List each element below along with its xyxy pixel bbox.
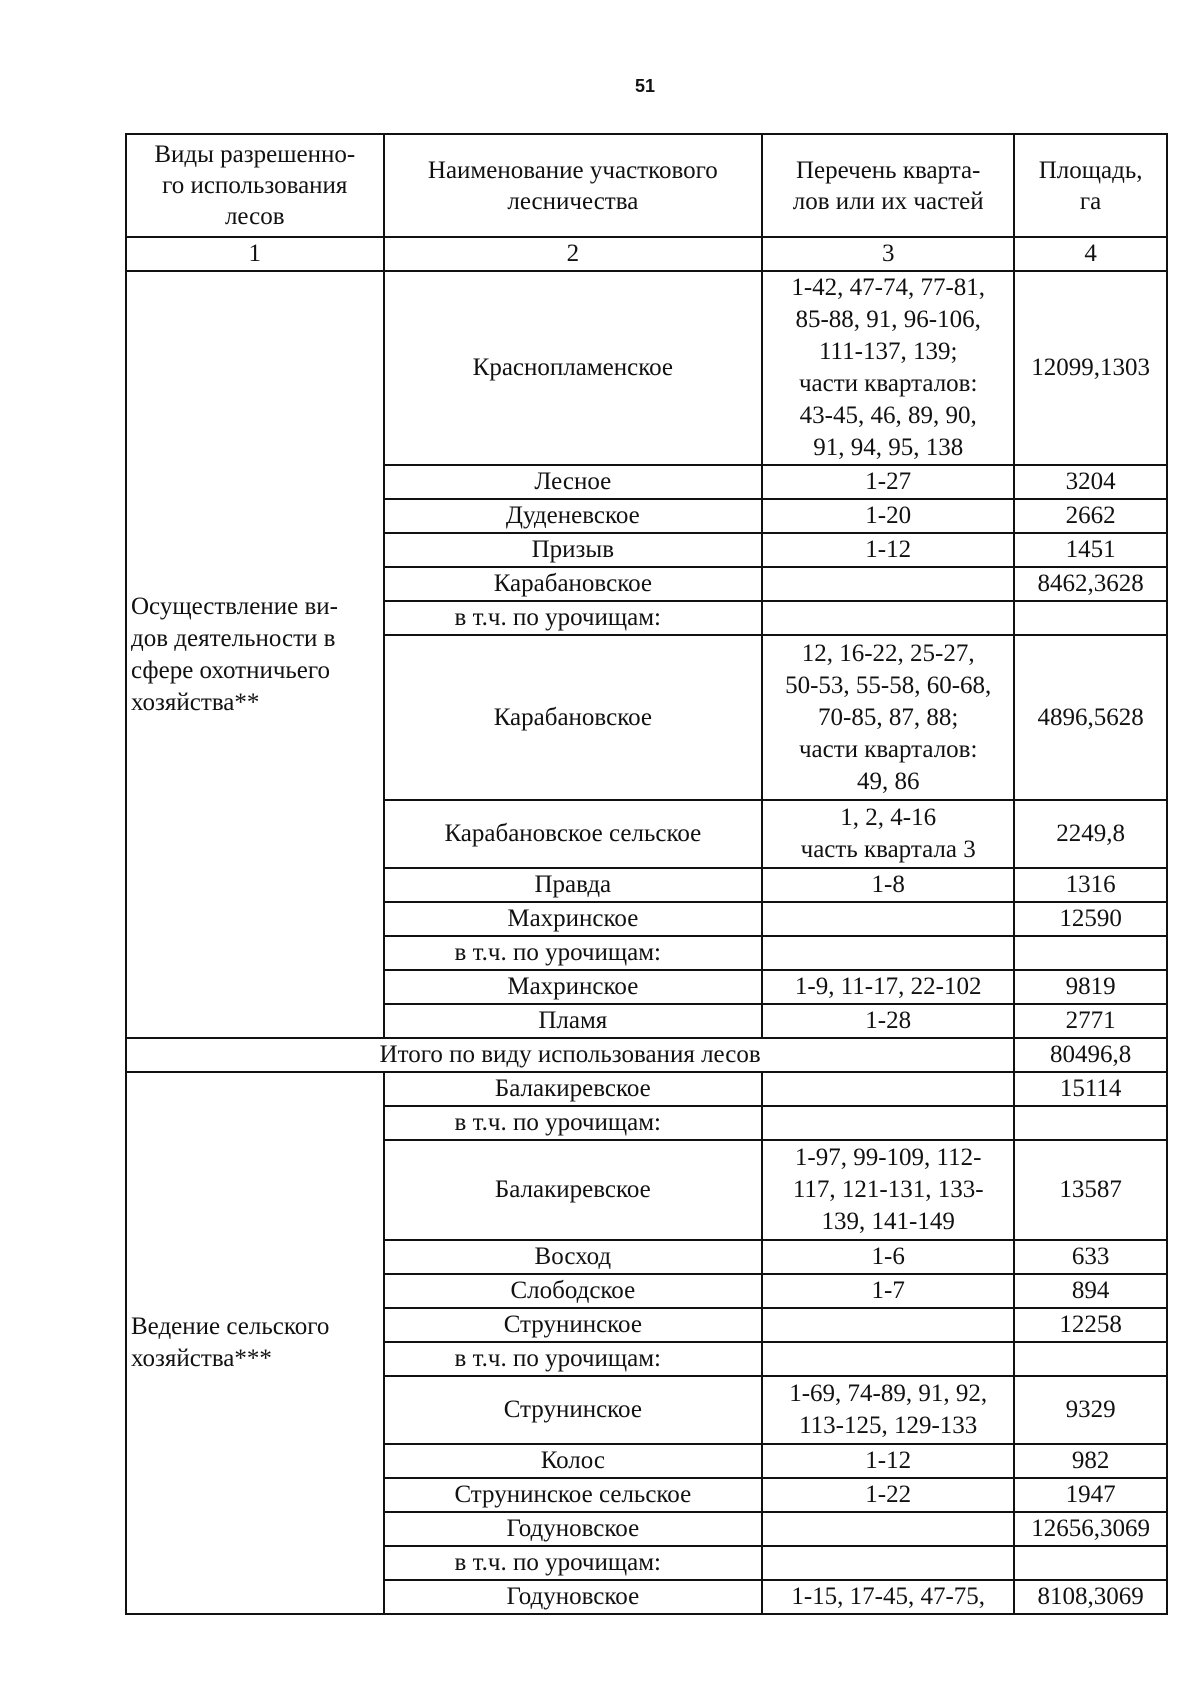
column-number-row (126, 237, 1167, 271)
quarters-list: 12, 16-22, 25-27, 50-53, 55-58, 60-68, 70-85, 87, 88; части кварталов: 49, 86 (762, 635, 1014, 800)
quarters-list: 1-69, 74-89, 91, 92, 113-125, 129-133 (762, 1376, 1014, 1444)
area-value: 894 (1014, 1274, 1167, 1308)
quarters-list: 1-12 (762, 533, 1014, 567)
quarters-list: 1-12 (762, 1444, 1014, 1478)
area-value: 12258 (1014, 1308, 1167, 1342)
quarters-list: 1-97, 99-109, 112- 117, 121-131, 133- 139, 141-149 (762, 1140, 1014, 1240)
column-number: 4 (1014, 237, 1167, 271)
quarters-list: 1, 2, 4-16 часть квартала 3 (762, 800, 1014, 868)
table-header-row (126, 134, 1167, 237)
quarters-list (762, 601, 1014, 635)
quarters-list: 1-7 (762, 1274, 1014, 1308)
total-area: 80496,8 (1014, 1038, 1167, 1072)
header-forestry-name: Наименование участкового лесничества (384, 134, 763, 237)
area-value: 633 (1014, 1240, 1167, 1274)
area-value: 982 (1014, 1444, 1167, 1478)
forestry-name: Слободское (384, 1274, 763, 1308)
subdivision-label: в т.ч. по урочищам: (384, 1342, 763, 1376)
forestry-name: Струнинское (384, 1376, 763, 1444)
column-number: 2 (384, 237, 763, 271)
forestry-name: Восход (384, 1240, 763, 1274)
forestry-name: Махринское (384, 970, 763, 1004)
area-value: 8108,3069 (1014, 1580, 1167, 1614)
subdivision-label: в т.ч. по урочищам: (384, 1106, 763, 1140)
quarters-list (762, 902, 1014, 936)
forest-use-table (125, 133, 1168, 1615)
quarters-list (762, 1546, 1014, 1580)
quarters-list: 1-22 (762, 1478, 1014, 1512)
total-row (126, 1038, 1167, 1072)
forestry-name: Правда (384, 868, 763, 902)
header-use-type: Виды разрешенно- го использования лесов (126, 134, 384, 237)
forestry-name: Карабановское (384, 567, 763, 601)
forestry-name: Краснопламенское (384, 271, 763, 465)
quarters-list: 1-15, 17-45, 47-75, (762, 1580, 1014, 1614)
column-number: 1 (126, 237, 384, 271)
forestry-name: Годуновское (384, 1580, 763, 1614)
quarters-list: 1-6 (762, 1240, 1014, 1274)
quarters-list: 1-42, 47-74, 77-81, 85-88, 91, 96-106, 111-137, 139; части кварталов: 43-45, 46, 89, 90, 91, 94, 95, 138 (762, 271, 1014, 465)
area-value: 2771 (1014, 1004, 1167, 1038)
area-value (1014, 936, 1167, 970)
forestry-name: Махринское (384, 902, 763, 936)
quarters-list: 1-28 (762, 1004, 1014, 1038)
area-value (1014, 1546, 1167, 1580)
category-hunting: Осуществление ви- дов деятельности в сфере охотничьего хозяйства** (126, 271, 384, 1038)
quarters-list: 1-9, 11-17, 22-102 (762, 970, 1014, 1004)
area-value: 12099,1303 (1014, 271, 1167, 465)
forestry-name: Дуденевское (384, 499, 763, 533)
forestry-name: Колос (384, 1444, 763, 1478)
category-agriculture: Ведение сельского хозяйства*** (126, 1072, 384, 1614)
area-value: 2662 (1014, 499, 1167, 533)
quarters-list: 1-8 (762, 868, 1014, 902)
forestry-name: Струнинское сельское (384, 1478, 763, 1512)
quarters-list (762, 567, 1014, 601)
table-row (126, 271, 1167, 465)
area-value: 1316 (1014, 868, 1167, 902)
area-value: 1947 (1014, 1478, 1167, 1512)
header-area: Площадь, га (1014, 134, 1167, 237)
page-number: 51 (634, 76, 656, 96)
area-value (1014, 1106, 1167, 1140)
quarters-list (762, 936, 1014, 970)
forestry-name: Струнинское (384, 1308, 763, 1342)
forestry-name: Пламя (384, 1004, 763, 1038)
area-value: 3204 (1014, 465, 1167, 499)
forestry-name: Балакиревское (384, 1072, 763, 1106)
forestry-name: Годуновское (384, 1512, 763, 1546)
area-value (1014, 601, 1167, 635)
area-value: 1451 (1014, 533, 1167, 567)
subdivision-label: в т.ч. по урочищам: (384, 601, 763, 635)
quarters-list (762, 1512, 1014, 1546)
forestry-name: Лесное (384, 465, 763, 499)
subdivision-label: в т.ч. по урочищам: (384, 936, 763, 970)
area-value: 12590 (1014, 902, 1167, 936)
header-quarters: Перечень кварта- лов или их частей (762, 134, 1014, 237)
area-value: 9329 (1014, 1376, 1167, 1444)
subdivision-label: в т.ч. по урочищам: (384, 1546, 763, 1580)
area-value: 2249,8 (1014, 800, 1167, 868)
area-value: 13587 (1014, 1140, 1167, 1240)
quarters-list (762, 1308, 1014, 1342)
quarters-list (762, 1072, 1014, 1106)
column-number: 3 (762, 237, 1014, 271)
area-value (1014, 1342, 1167, 1376)
area-value: 8462,3628 (1014, 567, 1167, 601)
forestry-name: Балакиревское (384, 1140, 763, 1240)
quarters-list: 1-20 (762, 499, 1014, 533)
area-value: 12656,3069 (1014, 1512, 1167, 1546)
quarters-list (762, 1106, 1014, 1140)
area-value: 4896,5628 (1014, 635, 1167, 800)
quarters-list (762, 1342, 1014, 1376)
quarters-list: 1-27 (762, 465, 1014, 499)
total-label: Итого по виду использования лесов (126, 1038, 1014, 1072)
area-value: 15114 (1014, 1072, 1167, 1106)
forestry-name: Карабановское (384, 635, 763, 800)
forestry-name: Призыв (384, 533, 763, 567)
table-row (126, 1072, 1167, 1106)
forestry-name: Карабановское сельское (384, 800, 763, 868)
area-value: 9819 (1014, 970, 1167, 1004)
